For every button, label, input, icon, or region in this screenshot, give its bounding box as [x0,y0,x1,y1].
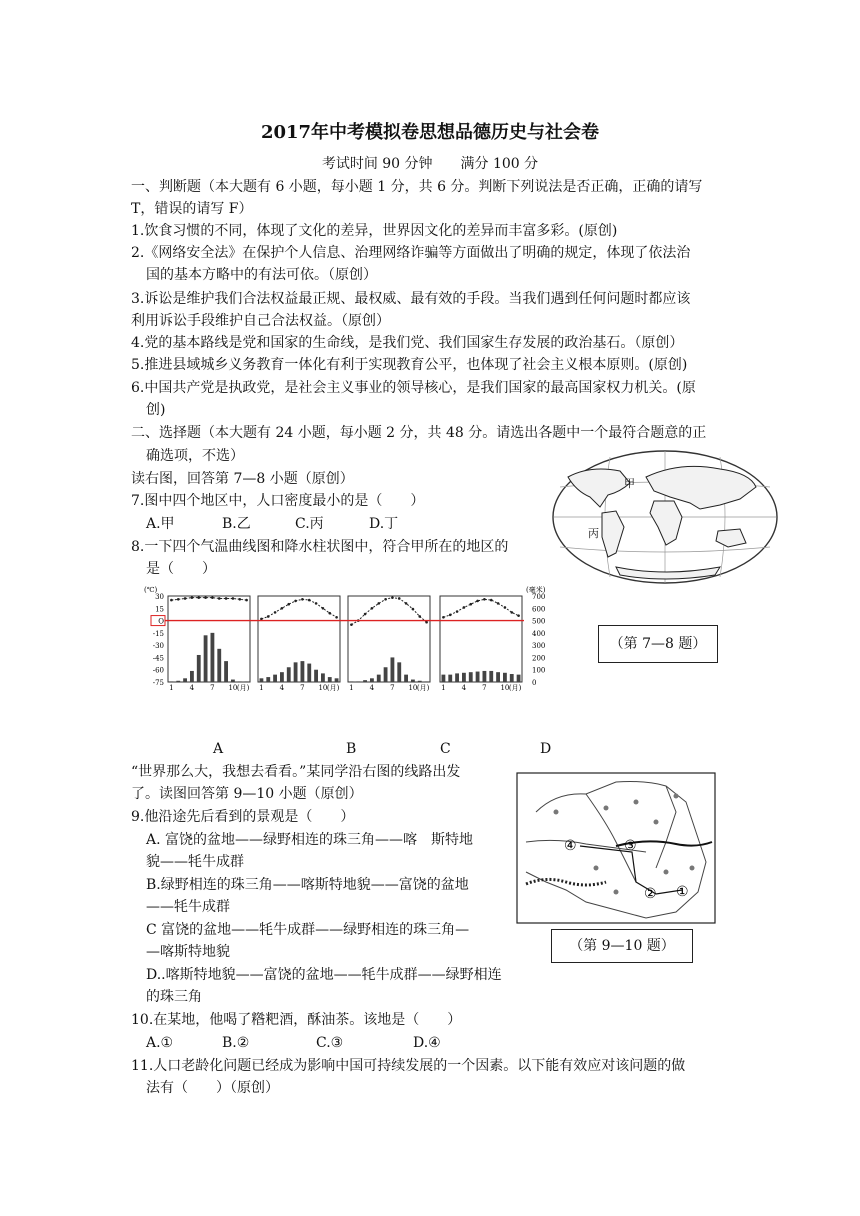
temp-tick-label: O [158,617,164,626]
route-marker-4: ④ [564,838,577,854]
precip-bar [204,635,208,682]
month-tick-label: 10 [500,684,510,692]
precip-bar [211,633,215,682]
exam-subtitle: 考试时间 90 分钟 满分 100 分 [321,156,539,172]
precip-bar [489,671,493,682]
temp-tick-label: -75 [152,679,164,687]
temp-tick-label: -45 [152,654,164,663]
precip-bar [448,675,452,682]
chart-letter-d: D [540,741,552,757]
climate-charts [140,582,550,700]
precip-bar [307,664,311,682]
month-unit-label: (月) [236,684,250,692]
precip-bar [328,677,332,682]
route-marker-1: ① [676,884,689,900]
caption-q7-8: （第 7—8 题） [598,625,718,663]
precip-bar [455,673,459,682]
q9-10-intro: “世界那么大，我想去看看。”某同学沿右图的线路出发 [131,764,461,780]
q9: 9.他沿途先后看到的景观是（ ） [131,809,355,825]
precip-bar [503,673,507,682]
temp-tick-label: 15 [155,605,164,614]
climate-panel-frame [348,596,430,682]
month-tick-label: 10 [408,684,418,692]
precip-bar [217,649,221,682]
q7: 7.图中四个地区中，人口密度最小的是（ ） [131,493,425,509]
precip-bar [411,680,415,682]
precip-tick-label: 0 [532,679,537,687]
precip-tick-label: 600 [532,605,546,614]
precip-bar [391,657,395,682]
precip-bar [510,674,514,682]
month-tick-label: 1 [259,684,264,692]
q6-cont: 创) [146,402,166,418]
q10-option-d: D.④ [413,1035,441,1051]
route-marker-3: ③ [624,838,637,854]
precip-bar [266,677,270,682]
month-tick-label: 10 [318,684,328,692]
precip-axis-label: (毫米) [526,586,546,594]
precip-bar [335,678,339,682]
q9-option-c-cont: —喀斯特地貌 [146,944,230,960]
precip-tick-label: 400 [532,629,546,638]
section2-heading: 二、选择题（本大题有 24 小题，每小题 2 分，共 48 分。请选出各题中一个最符合题意的正 [131,425,707,441]
q6: 6.中国共产党是执政党，是社会主义事业的领导核心，是我们国家的最高国家权力机关。(原 [131,380,696,396]
precip-bar [190,671,194,682]
q10-option-c: C.③ [316,1035,344,1051]
precip-bar [496,672,500,682]
month-tick-label: 7 [210,684,215,692]
q2: 2.《网络安全法》在保护个人信息、治理网络诈骗等方面做出了明确的规定，体现了依法治 [131,245,691,261]
q11-cont: 法有（ ）（原创） [146,1080,279,1096]
precip-bar [517,675,521,682]
precip-bar [260,678,264,682]
precip-bar [425,681,429,682]
q10-option-b: B.② [222,1035,250,1051]
q4: 4.党的基本路线是党和国家的生命线，是我们党、我们国家生存发展的政治基石。（原创） [131,335,684,351]
precip-bar [404,675,408,682]
precip-bar [224,661,228,682]
temp-tick-label: -60 [152,666,164,675]
q7-option-b: B.乙 [222,516,251,532]
precip-bar [280,672,284,682]
month-tick-label: 1 [441,684,446,692]
q9-10-intro-cont: 了。读图回答第 9—10 小题（原创） [131,786,363,802]
precip-bar [476,672,480,682]
month-unit-label: (月) [416,684,430,692]
q7-option-c: C.丙 [295,516,324,532]
precip-bar [287,667,291,682]
section1-heading: 一、判断题（本大题有 6 小题，每小题 1 分，共 6 分。判断下列说法是否正确，正确的请写 [131,179,703,195]
q9-option-d-cont: 的珠三角 [146,989,202,1005]
precip-bar [301,661,305,682]
month-tick-label: 7 [300,684,305,692]
route-marker-2: ② [644,886,657,902]
month-tick-label: 7 [482,684,487,692]
precip-bar [442,675,446,682]
q7-8-intro: 读右图，回答第 7—8 小题（原创） [131,471,354,487]
china-route-map [516,772,716,924]
q9-option-a: A. 富饶的盆地——绿野相连的珠三角——喀 斯特地 [146,832,474,848]
temp-tick-label: 30 [155,593,164,601]
map-label-jia: 甲 [624,477,635,490]
q9-option-d: D..喀斯特地貌——富饶的盆地——牦牛成群——绿野相连 [146,967,502,983]
precip-bar [231,680,235,682]
q10-option-a: A.① [146,1035,174,1051]
precip-bar [377,675,381,682]
temp-tick-label: -30 [152,642,164,651]
precip-bar [273,675,277,682]
caption-q9-10: （第 9—10 题） [551,929,693,963]
precip-bar [314,670,318,682]
precip-bar [469,672,473,682]
precip-bar [350,681,354,682]
precip-bar [321,673,325,682]
precip-bar [384,667,388,682]
month-tick-label: 1 [169,684,174,692]
q10: 10.在某地，他喝了糌粑酒，酥油茶。该地是（ ） [131,1012,462,1028]
month-tick-label: 4 [279,684,285,692]
q1: 1.饮食习惯的不同，体现了文化的差异，世界因文化的差异而丰富多彩。(原创) [131,223,618,239]
q2-cont: 国的基本方略中的有法可依。（原创） [146,267,377,283]
month-tick-label: 10 [228,684,238,692]
section1-heading-cont: T，错误的请写 F） [131,201,253,217]
page-title: 2017年中考模拟卷思想品德历史与社会卷 [260,122,600,143]
precip-bar [370,678,374,682]
q7-option-d: D.丁 [369,516,399,532]
precip-bar [418,681,422,682]
temp-tick-label: -15 [152,629,164,638]
month-tick-label: 4 [369,684,375,692]
q9-option-a-cont: 貌——牦牛成群 [146,854,244,870]
q5: 5.推进县域城乡义务教育一体化有利于实现教育公平，也体现了社会主义根本原则。(原创) [131,357,688,373]
precip-bar [397,662,401,682]
map-label-bing: 丙 [588,527,599,540]
precip-tick-label: 300 [532,642,546,651]
precip-bar [183,678,187,682]
month-tick-label: 4 [461,684,467,692]
precip-bar [356,681,360,682]
precip-tick-label: 100 [532,666,546,675]
q3: 3.诉讼是维护我们合法权益最正规、最权威、最有效的手段。当我们遇到任何问题时都应该 [131,291,691,307]
q8-cont: 是（ ） [146,561,216,577]
q8: 8.一下四个气温曲线图和降水柱状图中，符合甲所在的地区的 [131,539,509,555]
q3-cont: 利用诉讼手段维护自己合法权益。（原创） [131,313,390,329]
chart-letter-c: C [440,741,451,757]
precip-tick-label: 500 [532,617,546,626]
precip-bar [294,662,298,682]
precip-bar [462,673,466,682]
temp-axis-label: (℃) [144,586,158,594]
climate-panel-frame [168,596,250,682]
month-tick-label: 1 [349,684,354,692]
chart-letter-b: B [346,741,357,757]
world-map [550,447,780,587]
precip-bar [197,655,201,682]
q9-option-c: C 富饶的盆地——牦牛成群——绿野相连的珠三角— [146,922,470,938]
precip-bar [238,681,242,682]
precip-bar [176,681,180,682]
chart-letter-a: A [213,741,224,757]
q9-option-b-cont: ——牦牛成群 [146,899,230,915]
precip-tick-label: 700 [532,593,546,601]
precip-bar [245,681,249,682]
month-tick-label: 7 [390,684,395,692]
month-tick-label: 4 [189,684,195,692]
precip-bar [483,671,487,682]
climate-panel-frame [258,596,340,682]
precip-tick-label: 200 [532,654,546,663]
month-unit-label: (月) [326,684,340,692]
month-unit-label: (月) [508,684,522,692]
q9-option-b: B.绿野相连的珠三角——喀斯特地貌——富饶的盆地 [146,877,469,893]
q11: 11.人口老龄化问题已经成为影响中国可持续发展的一个因素。以下能有效应对该问题的做 [131,1058,686,1074]
q7-option-a: A.甲 [146,516,175,532]
climate-panel-frame [440,596,522,682]
precip-bar [170,681,174,682]
section2-heading-cont: 确选项，不选） [146,448,244,464]
precip-bar [363,680,367,682]
